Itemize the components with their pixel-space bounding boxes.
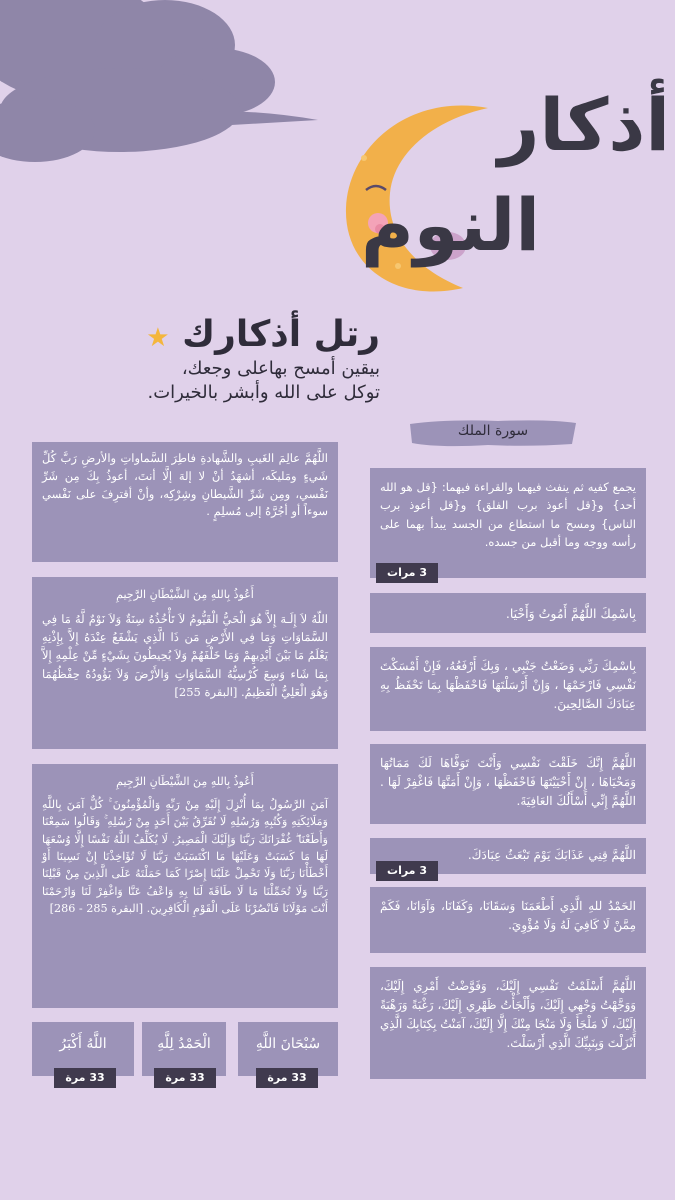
right-card-6 (370, 887, 646, 953)
dhikr-allahuakbar-count-badge: 33 مرة (54, 1068, 116, 1088)
star-icon: ★ (146, 323, 170, 353)
dhikr-allahuakbar-text: اللَّهُ أَكْبَرُ (59, 1036, 107, 1052)
left-card-2-header: أَعُوذُ بِاللهِ مِنَ الشَّيْطَانِ الرَّجِيمِ (116, 588, 254, 601)
right-card-1 (370, 468, 646, 578)
right-card-4-text: اللَّهُمَّ إِنَّكَ خَلَقْتَ نَفْسِي وَأَنْتَ تَوَفَّاهَا لَكَ مَمَاتُهَا وَمَحْيَاهَا ، إِنْ أَحْيَيْتَهَا فَاحْفَظْهَا ، وَإِنْ أَمَتَّهَا فَاغْفِرْ لَهَا . اللَّهُمَّ إِنِّي أَسْأَلُكَ العَافِيَةَ. (380, 756, 636, 809)
left-card-1-text: اللَّهُمَّ عالِمَ الغَيبِ والشَّهادةِ فاطِرَ السَّماواتِ والأرضِ رَبَّ كُلِّ شَيءٍ ومَليكَه، أشهَدُ أنْ لا إلهَ إلَّا أنتَ، أعوذُ بِكَ مِن شَرِّ نَفْسي، ومِن شَرِّ الشَّيطانِ وشِرْكِه، وأنْ أقترِفَ على نَفْسي سوءاً أو أجُرَّهُ إلى مُسلِمٍ . (42, 451, 328, 519)
left-card-2-text: اللّهُ لاَ إِلَـهَ إِلاَّ هُوَ الْحَيُّ الْقَيُّومُ لاَ تَأْخُذُهُ سِنَةٌ وَلاَ نَوْمٌ لَّهُ مَا فِي السَّمَاوَاتِ وَمَا فِي الأَرْضِ مَن ذَا الَّذِي يَشْفَعُ عِنْدَهُ إِلاَّ بِإِذْنِهِ يَعْلَمُ مَا بَيْنَ أَيْدِيهِمْ وَمَا خَلْفَهُمْ وَلاَ يُحِيطُونَ بِشَيْءٍ مِّنْ عِلْمِهِ إِلاَّ بِمَا شَاء وَسِعَ كُرْسِيُّهُ السَّمَاوَاتِ وَالأَرْضَ وَلاَ يَؤُودُهُ حِفْظُهُمَا وَهُوَ الْعَلِيُّ الْعَظِيمُ. [البقرة 255] (42, 611, 328, 700)
title-line-1: أذكار (498, 83, 670, 167)
dhikr-subhanallah-text: سُبْحَانَ اللَّهِ (255, 1036, 321, 1052)
right-card-2-text: بِاسْمِكَ اللَّهُمَّ أَمُوتُ وَأَحْيَا. (505, 606, 636, 621)
right-card-3 (370, 647, 646, 731)
right-card-5-count-badge: 3 مرات (376, 861, 438, 881)
left-card-3-text: آمَنَ الرَّسُولُ بِمَا أُنْزِلَ إِلَيْهِ مِنْ رَبِّهِ وَالْمُؤْمِنُونَ ۚ كُلٌّ آمَنَ بِاللَّهِ وَمَلَائِكَتِهِ وَكُتُبِهِ وَرُسُلِهِ لَا نُفَرِّقُ بَيْنَ أَحَدٍ مِنْ رُسُلِهِ ۚ وَقَالُوا سَمِعْنَا وَأَطَعْنَا ۖ غُفْرَانَكَ رَبَّنَا وَإِلَيْكَ الْمَصِيرُ. لَا يُكَلِّفُ اللَّهُ نَفْسًا إِلَّا وُسْعَهَا لَهَا مَا كَسَبَتْ وَعَلَيْهَا مَا اكْتَسَبَتْ رَبَّنَا لَا تُؤَاخِذْنَا إِنْ نَسِينَا أَوْ أَخْطَأْنَا رَبَّنَا وَلَا تَحْمِلْ عَلَيْنَا إِصْرًا كَمَا حَمَلْتَهُ عَلَى الَّذِينَ مِنْ قَبْلِنَا رَبَّنَا وَلَا تُحَمِّلْنَا مَا لَا طَاقَةَ لَنَا بِهِ وَاعْفُ عَنَّا وَاغْفِرْ لَنَا وَارْحَمْنَا أَنْتَ مَوْلَانَا فَانْصُرْنَا عَلَى الْقَوْمِ الْكَافِرِينَ. [البقرة 285 - 286] (42, 798, 328, 916)
title-line-2: النوم (360, 183, 540, 267)
subtitle-line-2: توكل على الله وأبشر بالخيرات. (147, 382, 380, 404)
right-card-4 (370, 744, 646, 824)
right-card-1-count-badge: 3 مرات (376, 563, 438, 583)
left-card-1 (32, 442, 338, 562)
right-card-7 (370, 967, 646, 1079)
right-card-5-text: اللَّهُمَّ قِنِي عَذَابَكَ يَوْمَ تَبْعَثُ عِبَادَكَ. (467, 848, 636, 862)
right-card-7-text: اللَّهُمَّ أَسْلَمْتُ نَفْسِي إِلَيْكَ، وَفَوَّضْتُ أَمْرِي إِلَيْكَ، وَوَجَّهْتُ وَجْهِي إِلَيْكَ، وَأَلْجَأْتُ ظَهْرِي إِلَيْكَ، رَغْبَةً وَرَهْبَةً إِلَيْكَ، لَا مَلْجَأَ وَلَا مَنْجَا مِنْكَ إِلَّا إِلَيْكَ، آمَنْتُ بِكِتَابِكَ الَّذِي أَنْزَلْتَ وَبِنَبِيِّكَ الَّذِي أَرْسَلْتَ. (380, 979, 636, 1050)
left-card-2 (32, 577, 338, 749)
cloud-illustration (0, 0, 330, 165)
dhikr-alhamdulillah-text: الْحَمْدُ لِلَّهِ (157, 1036, 211, 1052)
left-card-3-header: أَعُوذُ بِاللهِ مِنَ الشَّيْطَانِ الرَّجِيمِ (116, 775, 254, 788)
right-card-6-text: الحَمْدُ للهِ الَّذِي أَطْعَمَنَا وَسَقَانَا، وَكَفَانَا، وَآوَانَا، فَكَمْ مِمَّنْ لَا كَافِيَ لَهُ وَلَا مُؤْوِيَ. (380, 899, 636, 933)
left-card-3 (32, 764, 338, 1008)
subtitle-heading: رتل أذكارك (182, 314, 380, 355)
dhikr-subhanallah-count-badge: 33 مرة (256, 1068, 318, 1088)
dhikr-alhamdulillah-count-badge: 33 مرة (154, 1068, 216, 1088)
subtitle-line-1: بيقين أمسح بهاعلى وجعك، (181, 358, 380, 379)
surah-label-text: سورة الملك (457, 423, 529, 439)
surah-label (408, 418, 578, 448)
right-card-3-text: بِاسْمِكَ رَبِّي وَضَعْتُ جَنْبِي ، وَبِكَ أَرْفَعُهُ، فَإِنْ أَمْسَكْتَ نَفْسِي فَارْحَمْهَا ، وَإِنْ أَرْسَلْتَهَا فَاحْفَظْهَا بِمَا تَحْفَظُ بِهِ عِبَادَكَ الصَّالِحِينَ. (380, 659, 636, 712)
right-card-2 (370, 593, 646, 633)
right-card-1-text: يجمع كفيه ثم ينفث فيهما والقراءة فيهما: {قل هو الله أحد} و{قل أعوذ برب الفلق} و{قل أعوذ برب الناس} ومسح ما استطاع من الجسد يبدأ بهما على رأسه ووجه وما أقبل من جسده. (380, 480, 636, 550)
subtitle-block (60, 312, 380, 406)
